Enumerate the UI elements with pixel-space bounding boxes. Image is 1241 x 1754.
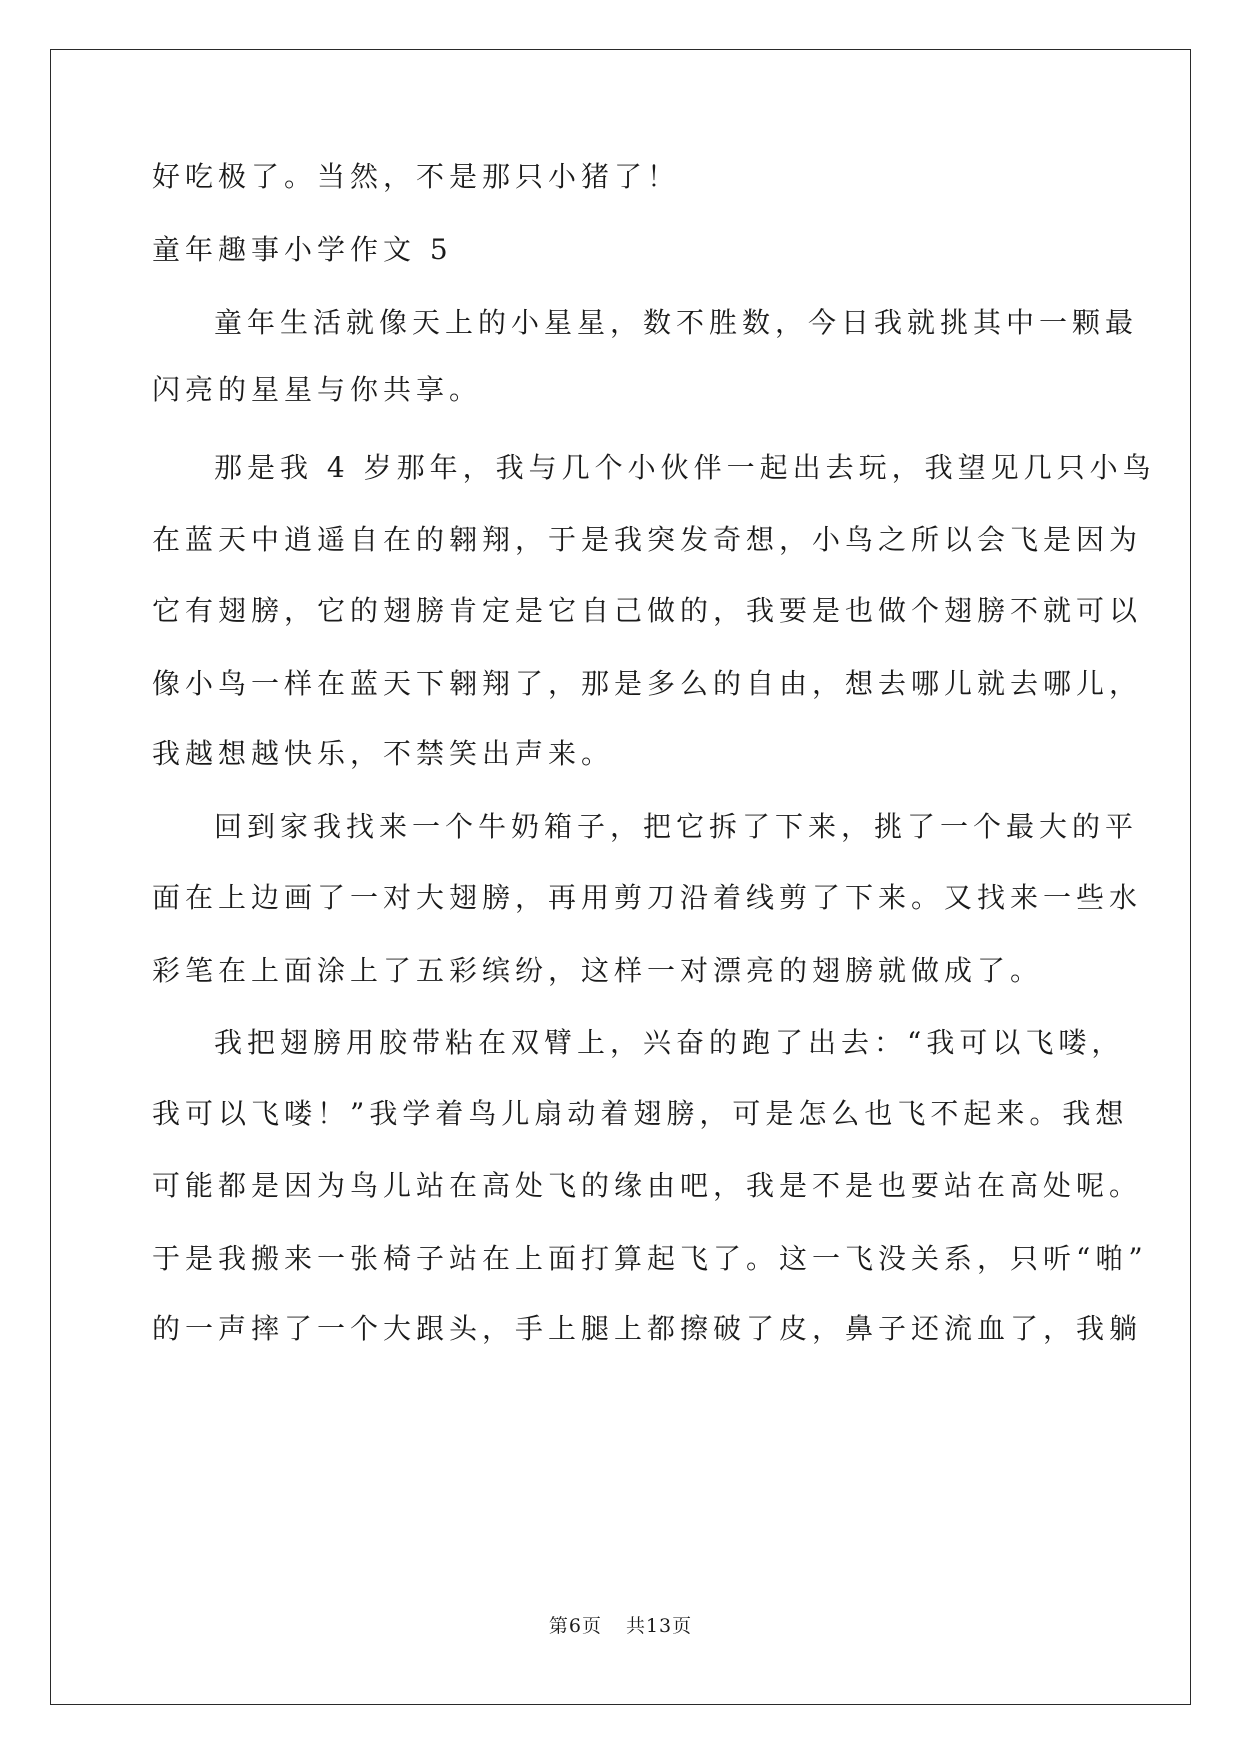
text-line: 彩笔在上面涂上了五彩缤纷，这样一对漂亮的翅膀就做成了。: [152, 954, 1044, 987]
text-line: 它有翅膀，它的翅膀肯定是它自己做的，我要是也做个翅膀不就可以: [152, 594, 1143, 627]
page-footer: [0, 1614, 1241, 1638]
text-line: 于是我搬来一张椅子站在上面打算起飞了。这一飞没关系，只听“啪”: [152, 1242, 1148, 1275]
text-line: 好吃极了。当然，不是那只小猪了！: [152, 160, 681, 193]
text-line: 的一声摔了一个大跟头，手上腿上都擦破了皮，鼻子还流血了，我躺: [152, 1312, 1143, 1345]
page-number-current: 第6页: [548, 1615, 602, 1637]
text-line: 像小鸟一样在蓝天下翱翔了，那是多么的自由，想去哪儿就去哪儿，: [152, 667, 1143, 700]
text-line: 可能都是因为鸟儿站在高处飞的缘由吧，我是不是也要站在高处呢。: [152, 1169, 1143, 1202]
text-line: 我越想越快乐，不禁笑出声来。: [152, 737, 615, 770]
text-line: 我把翅膀用胶带粘在双臂上，兴奋的跑了出去：“我可以飞喽，: [214, 1026, 1125, 1059]
text-line: 童年生活就像天上的小星星，数不胜数，今日我就挑其中一颗最: [214, 306, 1139, 339]
page-border: [50, 49, 1191, 1705]
text-line: 面在上边画了一对大翅膀，再用剪刀沿着线剪了下来。又找来一些水: [152, 881, 1143, 914]
text-line: 在蓝天中逍遥自在的翱翔，于是我突发奇想，小鸟之所以会飞是因为: [152, 523, 1143, 556]
page-number-total: 共13页: [625, 1615, 693, 1637]
section-heading: 童年趣事小学作文 5: [152, 233, 453, 266]
text-line: 闪亮的星星与你共享。: [152, 373, 483, 406]
text-line: 回到家我找来一个牛奶箱子，把它拆了下来，挑了一个最大的平: [214, 810, 1139, 843]
text-line: 那是我 4 岁那年，我与几个小伙伴一起出去玩，我望见几只小鸟: [214, 451, 1156, 484]
text-line: 我可以飞喽！”我学着鸟儿扇动着翅膀，可是怎么也飞不起来。我想: [152, 1097, 1129, 1130]
